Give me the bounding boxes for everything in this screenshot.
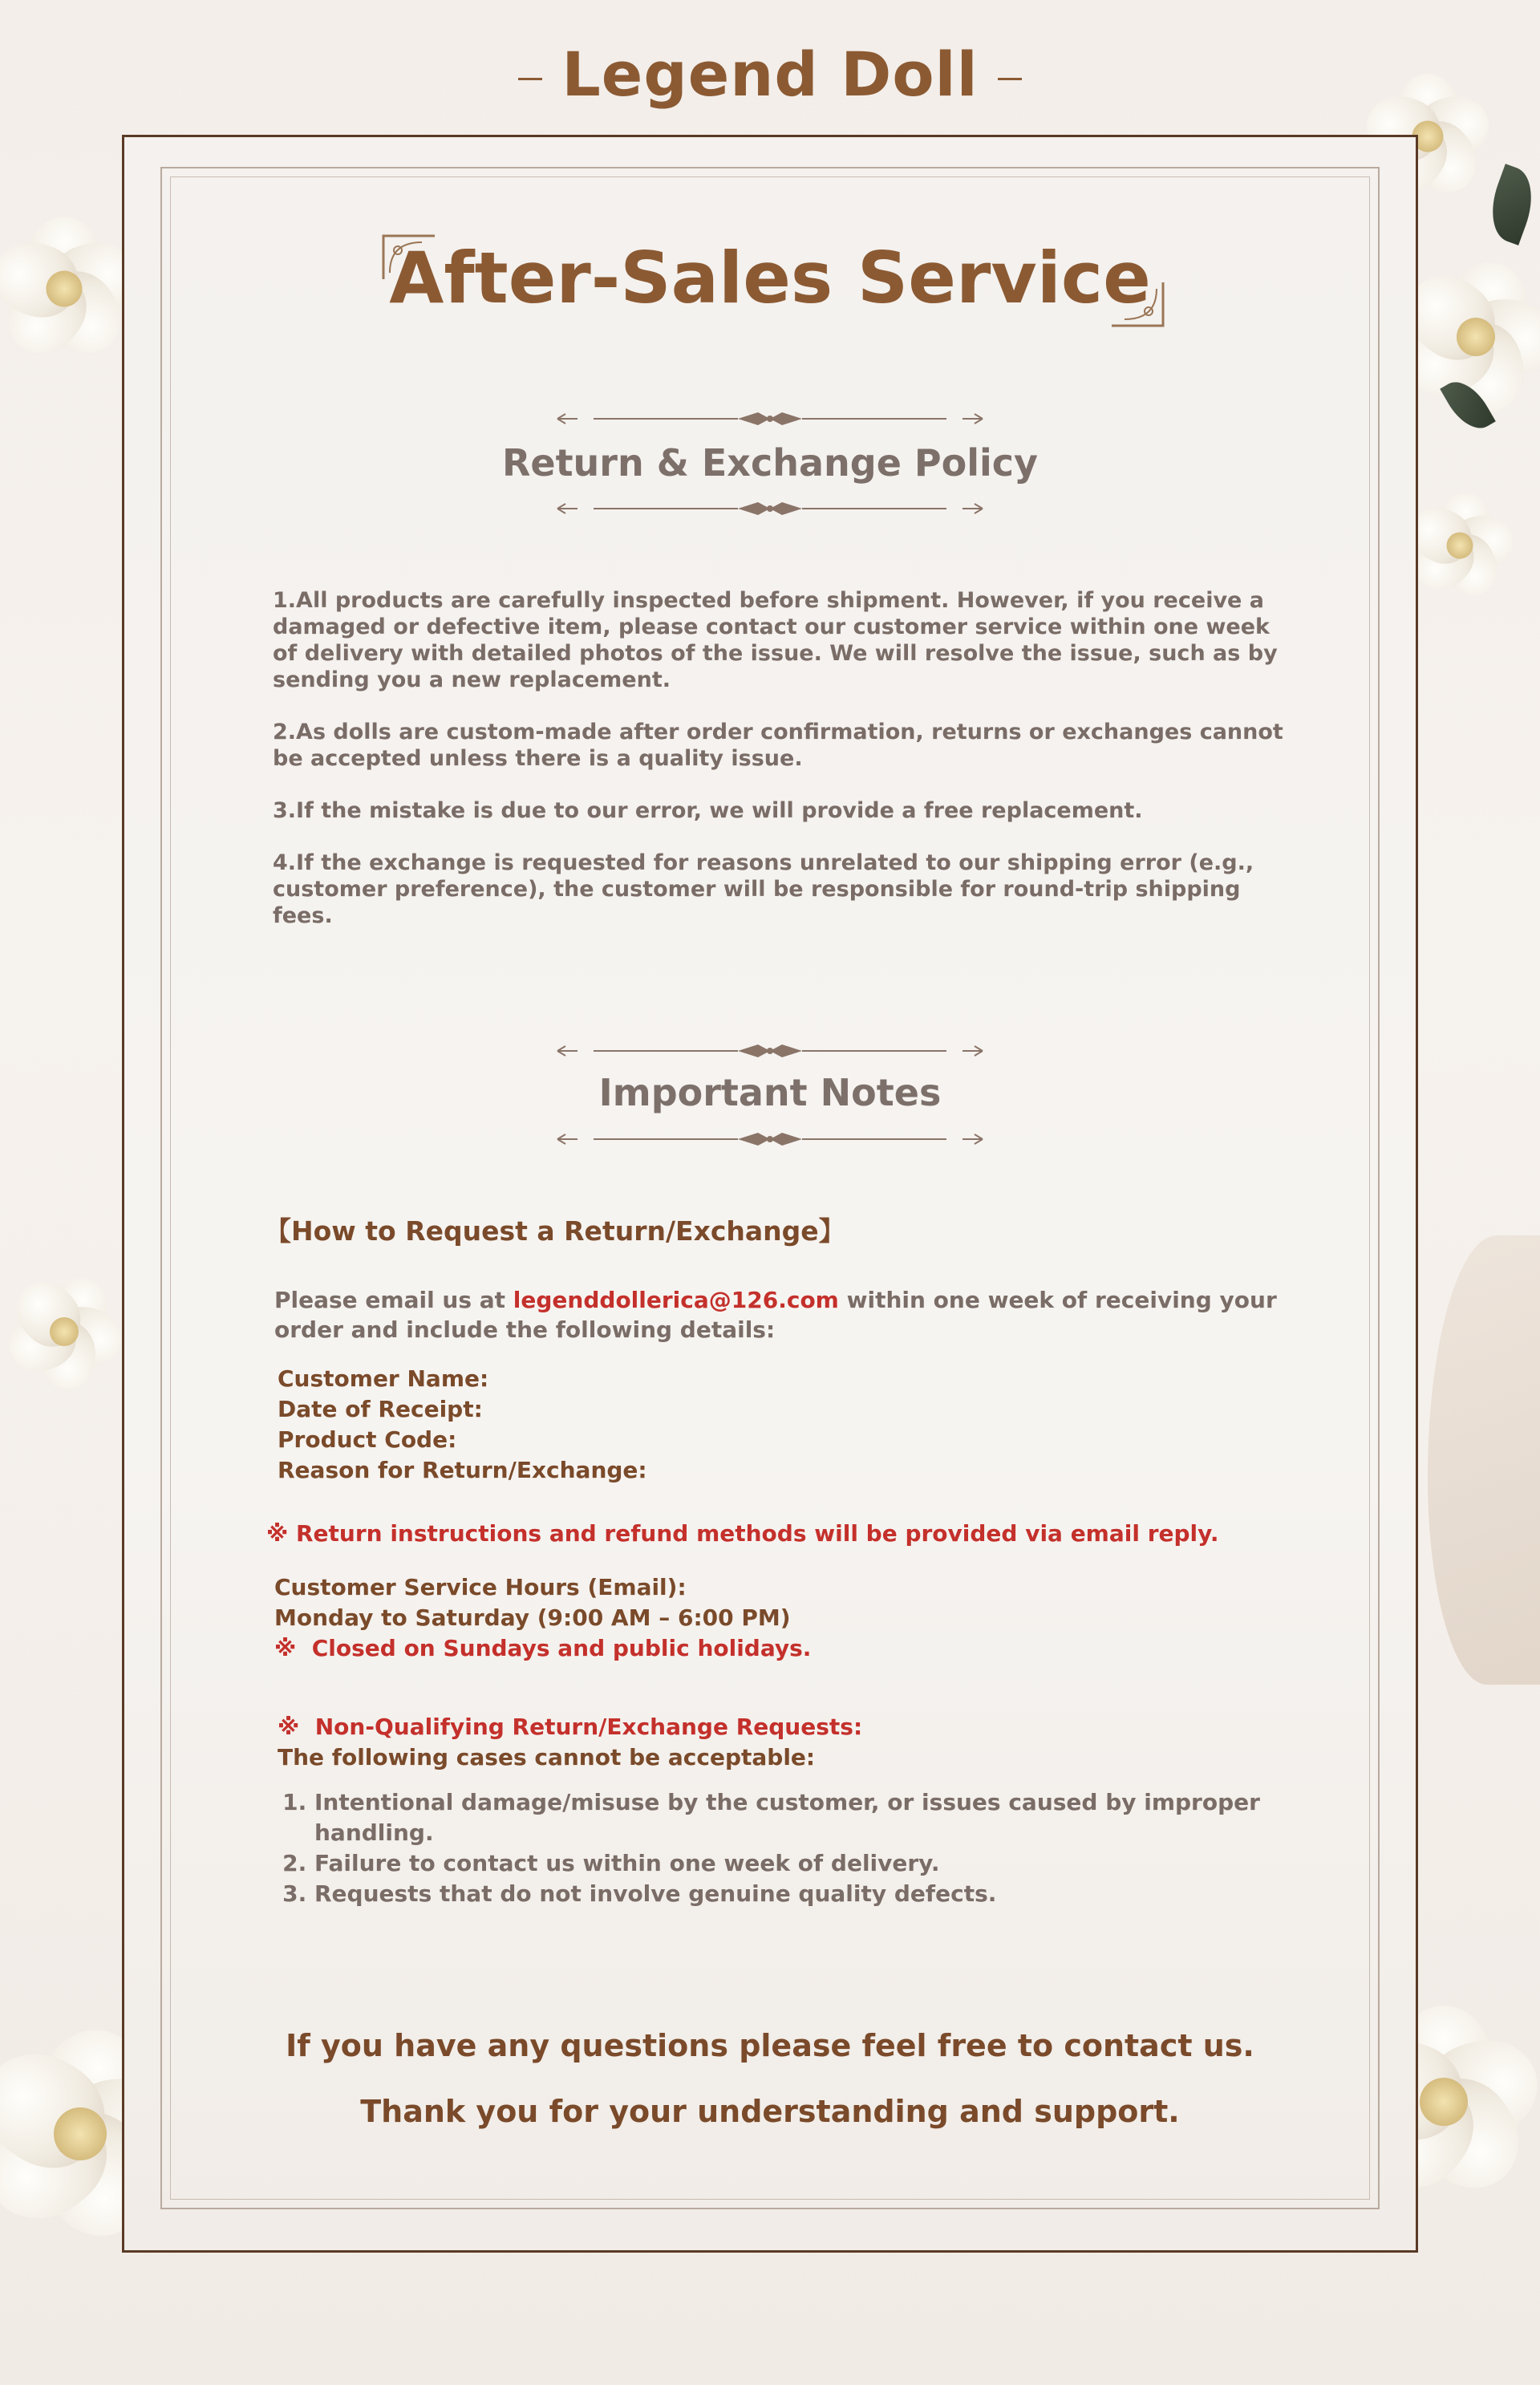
closed-note <box>274 1633 1285 1664</box>
field-reason: Reason for Return/Exchange: <box>278 1457 647 1483</box>
nq-list <box>278 1787 1301 1909</box>
policy-item: 4.If the exchange is requested for reasons unrelated to our shipping error (e.g., customer preference), the customer will be responsible for round-trip shipping fees. <box>273 850 1254 928</box>
divider-ornament <box>553 1041 987 1061</box>
email-link[interactable]: legenddollerica@126.com <box>513 1287 839 1313</box>
flower-decoration-left <box>6 1274 122 1389</box>
divider-ornament <box>553 1130 987 1149</box>
brand-dash-right <box>998 78 1022 80</box>
nq-mark: ※ <box>278 1714 300 1740</box>
divider-ornament <box>553 409 987 428</box>
nq-subtitle: The following cases cannot be acceptable: <box>278 1744 816 1770</box>
petal-shape-right <box>1428 1235 1540 1685</box>
request-fields <box>278 1364 1288 1486</box>
how-to-title: 【How to Request a Return/Exchange】 <box>265 1215 845 1247</box>
email-post: within one week of receiving your order and include the following details: <box>274 1287 1277 1343</box>
nq-item: 3. Requests that do not involve genuine quality defects. <box>314 1879 1301 1909</box>
policy-item: 1.All products are carefully inspected before shipment. However, if you receive a damaged or defective item, please contact our customer service within one week of delivery with detailed photos of the issue. We will resolve the issue, such as by sending you a new replacement. <box>273 588 1278 692</box>
brand-title <box>0 39 1540 110</box>
nq-item: 1. Intentional damage/misuse by the customer, or issues caused by improper handling. <box>314 1787 1301 1848</box>
policy-item: 2.As dolls are custom-made after order confirmation, returns or exchanges cannot be accepted unless there is a quality issue. <box>273 720 1283 771</box>
field-date-of-receipt: Date of Receipt: <box>278 1396 483 1422</box>
closed-text: Closed on Sundays and public holidays. <box>311 1635 812 1661</box>
hours-value: Monday to Saturday (9:00 AM – 6:00 PM) <box>274 1604 791 1631</box>
notes-heading: Important Notes <box>598 1071 942 1114</box>
divider-ornament <box>553 499 987 518</box>
footer-contact-line: If you have any questions please feel free to contact us. <box>286 2028 1254 2063</box>
policy-heading: Return & Exchange Policy <box>501 441 1039 485</box>
flower-decoration-right-lower <box>1407 493 1513 598</box>
policy-item: 3.If the mistake is due to our error, we will provide a free replacement. <box>273 798 1143 823</box>
brand-dash-left <box>518 78 542 80</box>
nq-item: 2. Failure to contact us within one week of delivery. <box>314 1848 1301 1879</box>
email-instructions <box>274 1285 1309 1345</box>
reply-note: ※ Return instructions and refund methods will be provided via email reply. <box>266 1520 1219 1547</box>
policy-list <box>273 587 1283 955</box>
nq-title: Non-Qualifying Return/Exchange Requests: <box>314 1714 863 1740</box>
brand-text: Legend Doll <box>561 39 979 110</box>
footer-thanks-line: Thank you for your understanding and support. <box>360 2094 1180 2129</box>
email-pre: Please email us at <box>274 1287 513 1313</box>
service-hours <box>274 1572 1285 1664</box>
page-title: After-Sales Service <box>389 237 1151 319</box>
hours-title: Customer Service Hours (Email): <box>274 1574 687 1600</box>
field-customer-name: Customer Name: <box>278 1365 489 1392</box>
non-qualifying <box>278 1712 1288 1773</box>
nq-title-line <box>278 1712 1288 1742</box>
closed-mark: ※ <box>274 1635 297 1661</box>
field-product-code: Product Code: <box>278 1426 457 1453</box>
